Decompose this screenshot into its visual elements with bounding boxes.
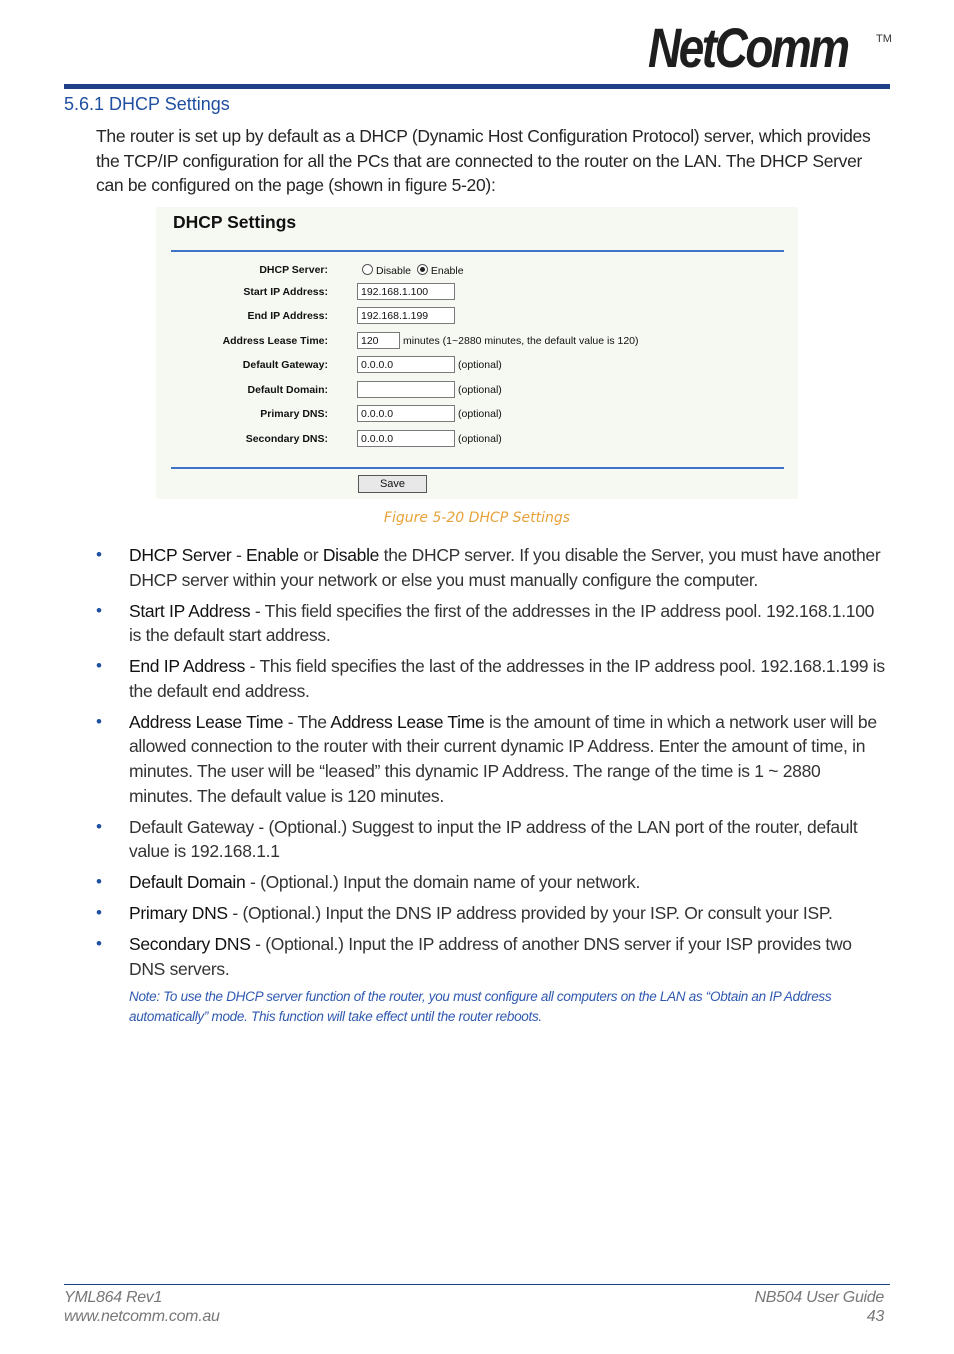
dhcp-settings-figure	[156, 207, 798, 499]
disable-label: Disable	[376, 265, 412, 277]
text: -	[231, 545, 247, 565]
text: - (Optional.) Input the IP address of another DNS server if your ISP provides two DNS servers.	[129, 934, 852, 979]
enable-label: Enable	[430, 265, 464, 277]
gateway-input[interactable]: 0.0.0.0	[357, 356, 455, 373]
domain-label: Default Domain:	[247, 384, 328, 396]
end-ip-label: End IP Address:	[247, 310, 328, 322]
domain-row	[156, 381, 798, 401]
term: DHCP Server	[129, 545, 232, 565]
term: Address Lease Time	[330, 711, 485, 732]
lease-time-row	[156, 332, 798, 352]
secondary-dns-hint: (optional)	[458, 433, 502, 445]
bullet-icon: •	[96, 545, 102, 564]
term: Primary DNS	[129, 903, 228, 924]
text: - This field specifies the last of the addresses in the IP address pool. 192.168.1.199 is the default end address.	[129, 656, 885, 701]
text: - The	[283, 711, 331, 732]
term: Address Lease Time	[129, 711, 284, 732]
figure-caption: Figure 5-20 DHCP Settings	[383, 510, 571, 526]
domain-input[interactable]	[357, 381, 455, 398]
enable-radio[interactable]	[417, 264, 428, 275]
bullet-icon: •	[96, 872, 102, 892]
footer-rule	[64, 1284, 890, 1285]
panel-bottom-rule	[171, 467, 784, 469]
bullet-icon: •	[96, 903, 102, 923]
primary-dns-hint: (optional)	[458, 408, 502, 420]
term: Enable	[246, 545, 299, 565]
lease-time-input[interactable]: 120	[357, 332, 400, 349]
page-number: 43	[866, 1308, 884, 1325]
dhcp-server-label: DHCP Server:	[259, 264, 328, 276]
start-ip-label: Start IP Address:	[243, 286, 328, 298]
bullet-icon: •	[96, 711, 102, 731]
header-rule	[64, 84, 890, 89]
list-item	[96, 654, 888, 703]
secondary-dns-row	[156, 430, 798, 450]
panel-top-rule	[171, 250, 784, 252]
bullet-icon: •	[96, 934, 102, 954]
domain-hint: (optional)	[458, 384, 502, 396]
list-item	[96, 599, 888, 648]
primary-dns-row	[156, 405, 798, 425]
section-title: 5.6.1 DHCP Settings	[64, 94, 230, 114]
save-button[interactable]: Save	[358, 475, 427, 493]
text: - This field specifies the first of the addresses in the IP address pool. 192.168.1.100 is the default start address.	[129, 600, 875, 646]
list-item	[96, 815, 888, 864]
netcomm-logo: NetComm	[648, 16, 848, 79]
gateway-row	[156, 356, 798, 376]
primary-dns-label: Primary DNS:	[260, 408, 328, 420]
end-ip-row	[156, 307, 798, 327]
start-ip-row	[156, 283, 798, 303]
list-item	[96, 710, 888, 808]
start-ip-input[interactable]: 192.168.1.100	[357, 283, 455, 300]
lease-time-label: Address Lease Time:	[222, 335, 328, 347]
term: Default Domain	[129, 872, 246, 893]
note: Note: To use the DHCP server function of the router, you must configure all computers on the LAN as “Obtain an IP Address automatically” mode. This function will take effect until the router reboots.	[129, 989, 832, 1024]
secondary-dns-input[interactable]: 0.0.0.0	[357, 430, 455, 447]
text: - (Optional.) Input the domain name of your network.	[245, 872, 641, 893]
dhcp-server-options	[362, 264, 464, 277]
list-item	[96, 543, 888, 592]
intro-paragraph: The router is set up by default as a DHCP (Dynamic Host Configuration Protocol) server, which provides the TCP/IP configuration for all the PCs that are connected to the router on the LAN. The DHCP Server can be configured on the page (shown in figure 5-20):	[96, 126, 871, 196]
primary-dns-input[interactable]: 0.0.0.0	[357, 405, 455, 422]
list-item	[96, 932, 888, 981]
panel-title: DHCP Settings	[173, 212, 297, 232]
term: Secondary DNS	[129, 934, 251, 955]
field-descriptions	[96, 543, 888, 988]
text: the DHCP server. If you disable the Server, you must have another DHCP server within your network or else you must manually configure the computer.	[129, 545, 881, 590]
dhcp-server-row	[156, 261, 798, 281]
bullet-icon: •	[96, 600, 102, 620]
gateway-hint: (optional)	[458, 359, 502, 371]
gateway-label: Default Gateway:	[242, 359, 328, 371]
term: Disable	[322, 545, 380, 565]
bullet-icon: •	[96, 816, 102, 836]
guide-title: NB504 User Guide	[754, 1289, 884, 1306]
text: Default Gateway - (Optional.) Suggest to input the IP address of the LAN port of the router, default value is 192.168.1.1	[129, 816, 858, 862]
term: Start IP Address	[129, 600, 251, 621]
list-item	[96, 901, 888, 926]
website-link[interactable]: www.netcomm.com.au	[64, 1308, 220, 1325]
bullet-icon: •	[96, 656, 102, 676]
list-item	[96, 870, 888, 895]
lease-time-hint: minutes (1~2880 minutes, the default value is 120)	[403, 335, 639, 347]
secondary-dns-label: Secondary DNS:	[245, 433, 328, 445]
disable-radio[interactable]	[362, 264, 373, 275]
text: is the amount of time in which a network user will be allowed connection to the router with their current dynamic IP Address. Enter the amount of time, in minutes. The user will be “leased” this dynamic IP Address. The range of the time is 1 ~ 2880 minutes. The default value is 120 minutes.	[129, 711, 877, 806]
text: - (Optional.) Input the DNS IP address provided by your ISP. Or consult your ISP.	[227, 903, 833, 924]
text: or	[298, 545, 323, 565]
end-ip-input[interactable]: 192.168.1.199	[357, 307, 455, 324]
term: End IP Address	[129, 656, 246, 677]
doc-id: YML864 Rev1	[64, 1289, 163, 1306]
trademark-mark: TM	[876, 33, 892, 45]
